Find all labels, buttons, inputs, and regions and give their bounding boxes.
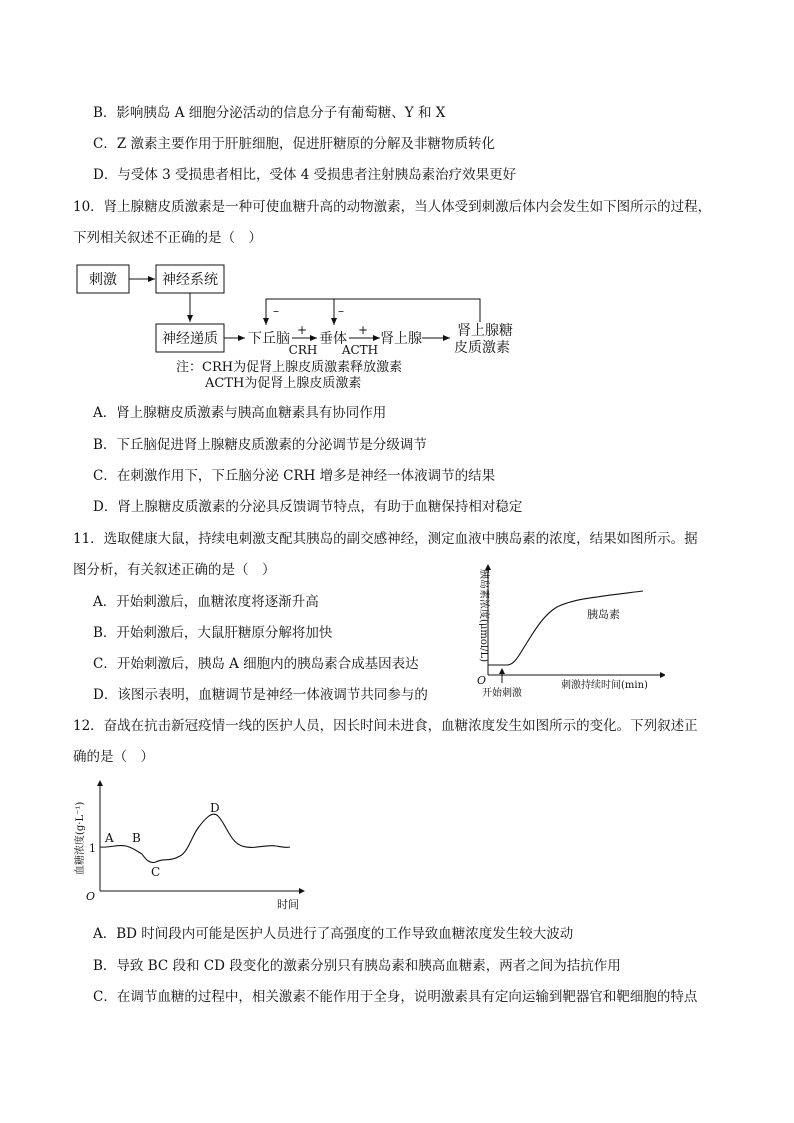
q12-option-a: A．BD 时间段内可能是医护人员进行了高强度的工作导致血糖浓度发生较大波动: [93, 926, 574, 942]
q12-option-b: B．导致 BC 段和 CD 段变化的激素分别只有胰岛素和胰高血糖素，两者之间为拮抗作用: [93, 958, 621, 974]
option-b: B．影响胰岛 A 细胞分泌活动的信息分子有葡萄糖、Y 和 X: [93, 105, 446, 121]
q10-option-c: C．在刺激作用下，下丘脑分泌 CRH 增多是神经一体液调节的结果: [93, 468, 496, 484]
point-c-label: C: [151, 865, 161, 879]
y-axis-label: 血糖浓度(g·L⁻¹): [75, 801, 86, 875]
stimulus-label: 刺激: [89, 272, 117, 288]
q10-stem-line1: 10．肾上腺糖皮质激素是一种可使血糖升高的动物激素，当人体受到刺激后体内会发生如下图所示的过程，: [73, 199, 712, 215]
nervous-system-label: 神经系统: [162, 272, 218, 288]
acth-label: ACTH: [341, 343, 379, 357]
start-label: 开始刺激: [482, 688, 522, 699]
crh-label: CRH: [288, 343, 318, 357]
hormone-label-1: 肾上腺糖: [457, 323, 513, 339]
x-axis-label: 时间: [277, 898, 299, 911]
q11-option-c: C．开始刺激后，胰岛 A 细胞内的胰岛素合成基因表达: [93, 656, 419, 672]
q12-option-c: C．在调节血糖的过程中，相关激素不能作用于全身，说明激素具有定向运输到靶器官和靶细胞的特点: [93, 989, 698, 1005]
q11-option-b: B．开始刺激后，大鼠肝糖原分解将加快: [93, 625, 333, 641]
note-line1: 注：CRH为促肾上腺皮质激素释放激素: [176, 360, 403, 375]
minus-sign-1: –: [273, 304, 279, 318]
insulin-series-label: 胰岛素: [587, 608, 620, 621]
note-line2: ACTH为促肾上腺皮质激素: [205, 376, 362, 391]
q12-blood-glucose-chart: [70, 780, 320, 915]
q12-stem-line1: 12．奋战在抗击新冠疫情一线的医护人员，因长时间未进食，血糖浓度发生如图所示的变化。下列叙述正: [73, 718, 698, 734]
y-tick-1: 1: [89, 842, 96, 855]
q10-stem-line2: 下列相关叙述不正确的是（ ）: [73, 230, 262, 246]
adrenal-label: 肾上腺: [380, 331, 422, 347]
plus-sign-2: +: [357, 323, 369, 337]
point-d-label: D: [210, 801, 220, 815]
y-axis-label: 胰岛素浓度(μmol/L): [478, 569, 489, 663]
q11-option-a: A．开始刺激后，血糖浓度将逐渐升高: [93, 594, 319, 610]
q11-stem-line2: 图分析，有关叙述正确的是（ ）: [73, 562, 276, 578]
plus-sign-1: +: [296, 323, 308, 337]
option-c: C．Z 激素主要作用于肝脏细胞，促进肝糖原的分解及非糖物质转化: [93, 136, 495, 152]
minus-sign-2: –: [338, 304, 344, 318]
q10-option-b: B．下丘脑促进肾上腺糖皮质激素的分泌调节是分级调节: [93, 437, 427, 453]
q12-stem-line2: 确的是（ ）: [73, 749, 154, 765]
q10-option-d: D．肾上腺糖皮质激素的分泌具反馈调节特点，有助于血糖保持相对稳定: [93, 499, 523, 515]
insulin-curve: [488, 591, 643, 665]
hypothalamus-label: 下丘脑: [248, 331, 290, 347]
x-axis-label: 刺激持续时间(min): [561, 680, 648, 691]
q10-option-a: A．肾上腺糖皮质激素与胰高血糖素具有协同作用: [93, 405, 387, 421]
glucose-curve: [100, 814, 290, 862]
q10-flow-diagram: [70, 260, 530, 395]
point-a-label: A: [105, 831, 114, 845]
option-d: D．与受体 3 受损患者相比，受体 4 受损患者注射胰岛素治疗效果更好: [93, 167, 517, 183]
point-b-label: B: [132, 831, 141, 845]
q11-insulin-chart: [455, 563, 665, 703]
origin-label: O: [86, 890, 96, 903]
hormone-label-2: 皮质激素: [454, 340, 510, 356]
q11-stem-line1: 11．选取健康大鼠，持续电刺激支配其胰岛的副交感神经，测定血液中胰岛素的浓度，结果如图所示。据: [73, 531, 698, 547]
neurotransmitter-label: 神经递质: [162, 331, 218, 347]
origin-label: O: [477, 674, 487, 687]
q11-option-d: D．该图示表明，血糖调节是神经一体液调节共同参与的: [93, 687, 428, 703]
pituitary-label: 垂体: [319, 331, 347, 347]
